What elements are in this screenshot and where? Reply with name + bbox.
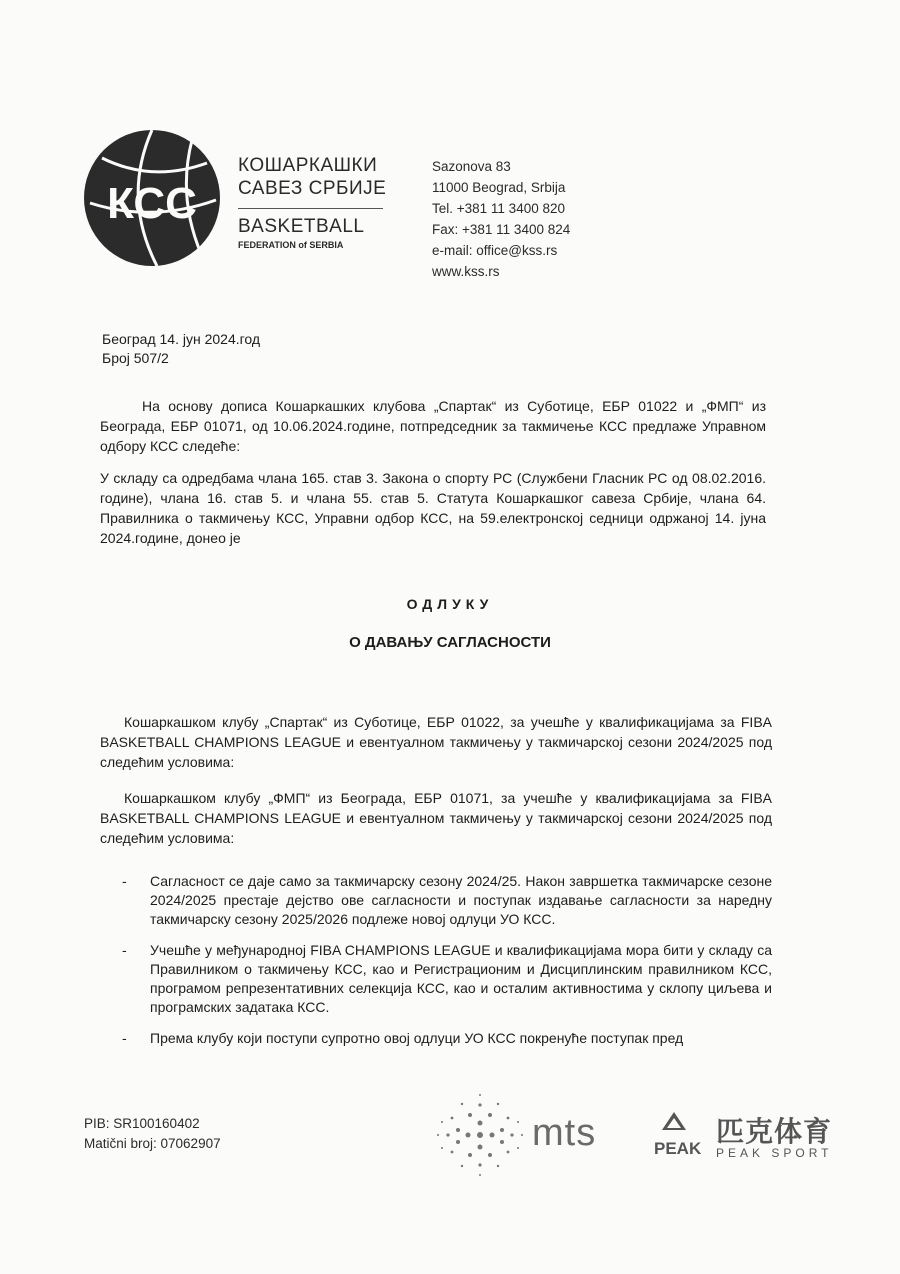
contact-address: Sazonova 83 <box>432 159 511 174</box>
org-name <box>238 154 386 200</box>
bullet-dash: - <box>122 1030 127 1046</box>
org-name-line1: КОШАРКАШКИ <box>238 155 378 176</box>
conditions-list <box>120 872 772 1060</box>
footer-ids <box>84 1114 221 1154</box>
fmp-paragraph: Кошаркашком клубу „ФМП“ из Београда, ЕБР 01071, за учешће у квалификацијама за FIBA BASKETBALL CHAMPIONS LEAGUE и евентуалном такмичењу у такмичарској сезони 2024/2025 под следећим условима: <box>100 790 772 846</box>
contact-website[interactable]: www.kss.rs <box>432 264 500 279</box>
contact-phone: Tel. +381 11 3400 820 <box>432 201 565 216</box>
org-name-en: BASKETBALL <box>238 216 365 237</box>
org-name-line2: САВЕЗ СРБИЈЕ <box>238 178 387 199</box>
contact-city: 11000 Beograd, Srbija <box>432 180 566 195</box>
intro-paragraph: На основу дописа Кошаркашких клубова „Спартак“ из Суботице, ЕБР 01022 и „ФМП“ из Београда, ЕБР 01071, од 10.06.2024.године, потпредседник за такмичење КСС предлаже Управном одбору КСС следеће: <box>100 398 766 454</box>
legal-basis-paragraph: У складу са одредбама члана 165. став 3. Закона о спорту РС (Службени Гласник РС од 08.02.2016. године), члана 16. став 5. и члана 55. став 5. Статута Кошаркашког савеза Србије, члана 64. Правилника о такмичењу КСС, Управни одбор КСС, на 59.електронској седници одржаној 14. јуна 2024.године, донео је <box>100 470 766 546</box>
condition-text: Према клубу који поступи супротно овој одлуци УО КСС покренуће поступак пред <box>150 1030 684 1046</box>
mts-logo-text: mts <box>532 1112 597 1154</box>
decision-title: ОДЛУКУ <box>406 596 494 612</box>
condition-text: Учешће у међународној FIBA CHAMPIONS LEAGUE и квалификацијама мора бити у складу са Правилником о такмичењу КСС, као и Регистрационим и Дисциплинским правилником КСС, програмом репрезентативних селекција КСС, као и осталим активностима у склопу циљева и програмских задатака КСС. <box>150 942 772 1015</box>
condition-item <box>120 872 772 929</box>
maticni-broj: Matični broj: 07062907 <box>84 1136 221 1151</box>
contact-fax: Fax: +381 11 3400 824 <box>432 222 571 237</box>
document-meta <box>102 330 260 368</box>
logo-text: КСС <box>107 179 197 228</box>
date-line: Београд 14. јун 2024.год <box>102 331 261 347</box>
bullet-dash: - <box>122 942 127 958</box>
peak-logo-icon <box>652 1108 712 1160</box>
number-line: Број 507/2 <box>102 350 169 366</box>
condition-text: Сагласност се даје само за такмичарску сезону 2024/25. Након завршетка такмичарске сезоне 2024/2025 престаје дејство ове сагласности и поступак издавање сагласности за наредну такмичарску сезону 2025/2026 подлеже новој одлуци УО КСС. <box>150 873 772 927</box>
contact-block <box>432 156 570 282</box>
pib: PIB: SR100160402 <box>84 1116 200 1131</box>
peak-sport-name: PEAK SPORT <box>716 1146 833 1160</box>
mts-dots-icon <box>430 1090 530 1180</box>
condition-item <box>120 941 772 1017</box>
org-divider <box>238 208 383 209</box>
decision-subtitle: О ДАВАЊУ САГЛАСНОСТИ <box>349 634 551 651</box>
kss-logo <box>82 128 222 268</box>
condition-item <box>120 1029 772 1048</box>
peak-chinese-name: 匹克体育 <box>716 1116 833 1147</box>
bullet-dash: - <box>122 873 127 889</box>
peak-logo-text: PEAK <box>654 1139 702 1158</box>
org-name-en-sub: FEDERATION of SERBIA <box>238 240 344 250</box>
contact-email[interactable]: e-mail: office@kss.rs <box>432 243 558 258</box>
spartak-paragraph: Кошаркашком клубу „Спартак“ из Суботице, ЕБР 01022, за учешће у квалификацијама за FIBA BASKETBALL CHAMPIONS LEAGUE и евентуалном такмичењу у такмичарској сезони 2024/2025 под следећим условима: <box>100 714 772 770</box>
